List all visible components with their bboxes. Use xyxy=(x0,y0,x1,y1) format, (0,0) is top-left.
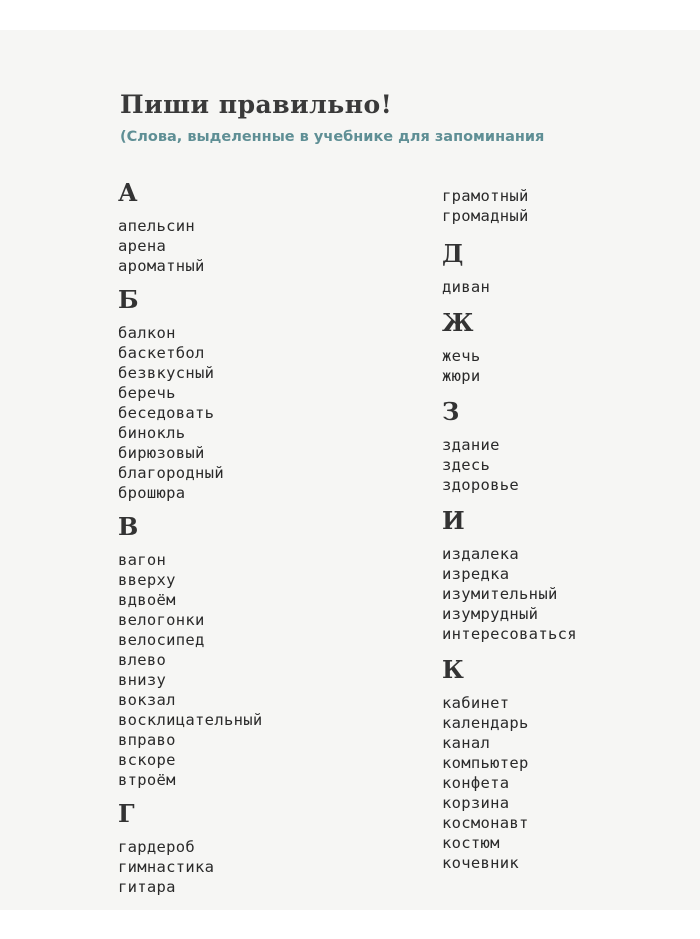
dictionary-word: канал xyxy=(442,734,491,752)
letter-group xyxy=(442,239,577,297)
dictionary-word: кабинет xyxy=(442,694,510,712)
dictionary-word: изумительный xyxy=(442,585,558,603)
page-subtitle: (Слова, выделенные в учебнике для запоминания xyxy=(120,129,545,145)
dictionary-word: втроём xyxy=(118,771,176,789)
dictionary-word: вагон xyxy=(118,551,167,569)
dictionary-word: безвкусный xyxy=(118,364,215,382)
dictionary-word: бинокль xyxy=(118,424,186,442)
letter-group xyxy=(118,799,262,897)
dictionary-word: громадный xyxy=(442,207,529,225)
dictionary-word: ароматный xyxy=(118,257,205,275)
dictionary-word: гитара xyxy=(118,878,176,896)
dictionary-word: велосипед xyxy=(118,631,205,649)
letter-group xyxy=(118,178,262,276)
dictionary-word: здесь xyxy=(442,456,491,474)
dictionary-word: апельсин xyxy=(118,217,196,235)
letter-group xyxy=(118,285,262,503)
letter-group xyxy=(442,397,577,495)
page-background xyxy=(0,30,700,910)
dictionary-word: здоровье xyxy=(442,476,520,494)
dictionary-word: брошюра xyxy=(118,484,186,502)
section-letter: В xyxy=(118,512,139,541)
dictionary-word: космонавт xyxy=(442,814,529,832)
dictionary-word: беречь xyxy=(118,384,176,402)
dictionary-word: влево xyxy=(118,651,167,669)
letter-group xyxy=(442,308,577,386)
dictionary-word: вдвоём xyxy=(118,591,176,609)
dictionary-word: балкон xyxy=(118,324,176,342)
section-letter: А xyxy=(118,178,138,207)
dictionary-word: вверху xyxy=(118,571,176,589)
dictionary-word: грамотный xyxy=(442,187,529,205)
section-letter: Д xyxy=(442,239,464,268)
dictionary-word: арена xyxy=(118,237,167,255)
section-letter: Б xyxy=(118,285,139,314)
dictionary-word: беседовать xyxy=(118,404,215,422)
dictionary-word: изумрудный xyxy=(442,605,539,623)
dictionary-word: издалека xyxy=(442,545,520,563)
section-letter: И xyxy=(442,506,465,535)
dictionary-word: бирюзовый xyxy=(118,444,205,462)
dictionary-word: благородный xyxy=(118,464,224,482)
dictionary-word: здание xyxy=(442,436,500,454)
letter-group xyxy=(118,512,262,790)
dictionary-word: кочевник xyxy=(442,854,520,872)
section-letter: К xyxy=(442,655,464,684)
dictionary-word: диван xyxy=(442,278,491,296)
page-title: Пиши правильно! xyxy=(120,90,393,119)
dictionary-word: внизу xyxy=(118,671,167,689)
dictionary-word: корзина xyxy=(442,794,510,812)
dictionary-word: восклицательный xyxy=(118,711,263,729)
dictionary-word: компьютер xyxy=(442,754,529,772)
dictionary-word: вправо xyxy=(118,731,176,749)
dictionary-word: вскоре xyxy=(118,751,176,769)
continued-group xyxy=(442,186,577,226)
section-letter: Ж xyxy=(442,308,474,337)
dictionary-word: вокзал xyxy=(118,691,176,709)
dictionary-word: велогонки xyxy=(118,611,205,629)
dictionary-word: костюм xyxy=(442,834,500,852)
right-column xyxy=(442,186,577,884)
dictionary-word: конфета xyxy=(442,774,510,792)
dictionary-word: гимнастика xyxy=(118,858,215,876)
dictionary-word: баскетбол xyxy=(118,344,205,362)
dictionary-word: календарь xyxy=(442,714,529,732)
dictionary-word: жюри xyxy=(442,367,481,385)
section-letter: Г xyxy=(118,799,135,828)
section-letter: З xyxy=(442,397,460,426)
dictionary-word: изредка xyxy=(442,565,510,583)
dictionary-word: жечь xyxy=(442,347,481,365)
letter-group xyxy=(442,655,577,873)
dictionary-word: интересоваться xyxy=(442,625,577,643)
dictionary-word: гардероб xyxy=(118,838,196,856)
left-column xyxy=(118,178,262,906)
letter-group xyxy=(442,506,577,644)
